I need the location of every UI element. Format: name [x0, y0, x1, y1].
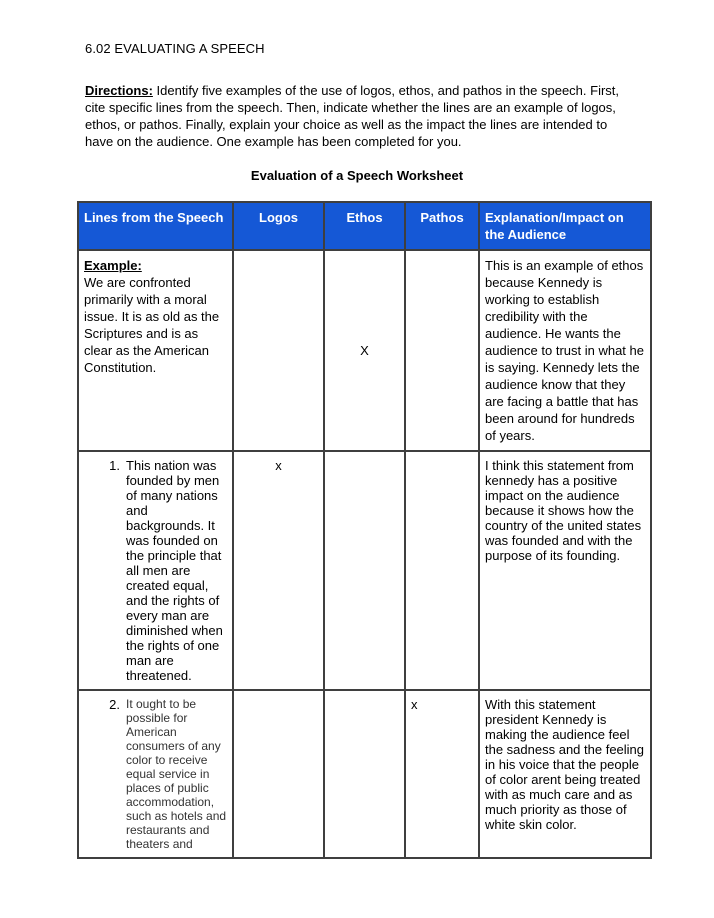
- table-row: [78, 451, 651, 690]
- row-number: 1.: [109, 458, 120, 473]
- cell-lines[interactable]: [78, 690, 233, 858]
- cell-logos[interactable]: x: [233, 451, 324, 690]
- table-row-example: [78, 250, 651, 451]
- cell-explanation[interactable]: [479, 451, 651, 690]
- row-explanation-text: With this statement president Kennedy is making the audience feel the sadness and the feeling in his voice that the people of color arent being treated with as much care and as much priority as those of white skin color.: [485, 697, 645, 832]
- page-title: 6.02 EVALUATING A SPEECH: [85, 41, 265, 56]
- cell-explanation[interactable]: [479, 690, 651, 858]
- table-header-row: [78, 202, 651, 250]
- example-lines-text: We are confronted primarily with a moral issue. It is as old as the Scriptures and is as clear as the American Constitution.: [84, 275, 220, 375]
- row-number: 2.: [109, 697, 120, 712]
- header-logos: Logos: [233, 202, 324, 250]
- cell-pathos[interactable]: [405, 250, 479, 451]
- row-lines-text: This nation was founded by men of many nations and backgrounds. It was founded on the principle that all men are created equal, and the rights of every man are diminished when the rights of one man are threatened.: [126, 458, 223, 683]
- header-ethos: Ethos: [324, 202, 405, 250]
- example-explanation-text: This is an example of ethos because Kennedy is working to establish credibility with the audience. He wants the audience to trust in what he is saying. Kennedy lets the audience know that they are facing a battle that has been around for hundreds of years.: [485, 258, 644, 443]
- cell-logos[interactable]: [233, 690, 324, 858]
- header-pathos: Pathos: [405, 202, 479, 250]
- cell-pathos[interactable]: x: [405, 690, 479, 858]
- cell-explanation[interactable]: [479, 250, 651, 451]
- example-label: Example:: [84, 258, 142, 273]
- cell-ethos[interactable]: [324, 451, 405, 690]
- directions-paragraph: [85, 82, 630, 150]
- cell-ethos[interactable]: X: [324, 250, 405, 451]
- cell-ethos[interactable]: [324, 690, 405, 858]
- header-explanation: Explanation/Impact on the Audience: [479, 202, 651, 250]
- cell-pathos[interactable]: [405, 451, 479, 690]
- cell-lines[interactable]: [78, 250, 233, 451]
- cell-logos[interactable]: [233, 250, 324, 451]
- cell-lines[interactable]: [78, 451, 233, 690]
- header-lines: Lines from the Speech: [78, 202, 233, 250]
- row-lines-text: It ought to be possible for American consumers of any color to receive equal service in places of public accommodation, such as hotels and restaurants and theaters and: [126, 697, 227, 851]
- directions-label: Directions:: [85, 83, 153, 98]
- worksheet-title: Evaluation of a Speech Worksheet: [250, 168, 464, 183]
- row-explanation-text: I think this statement from kennedy has a positive impact on the audience because it shows how the country of the united states was founded and with the purpose of its founding.: [485, 458, 642, 563]
- table-row: [78, 690, 651, 858]
- directions-text: Identify five examples of the use of logos, ethos, and pathos in the speech. First, cite specific lines from the speech. Then, indicate whether the lines are an example of logos, ethos, or pathos. Finally, explain your choice as well as the impact the lines are intended to have on the audience. One example has been completed for you.: [85, 83, 620, 149]
- evaluation-table: [77, 201, 652, 859]
